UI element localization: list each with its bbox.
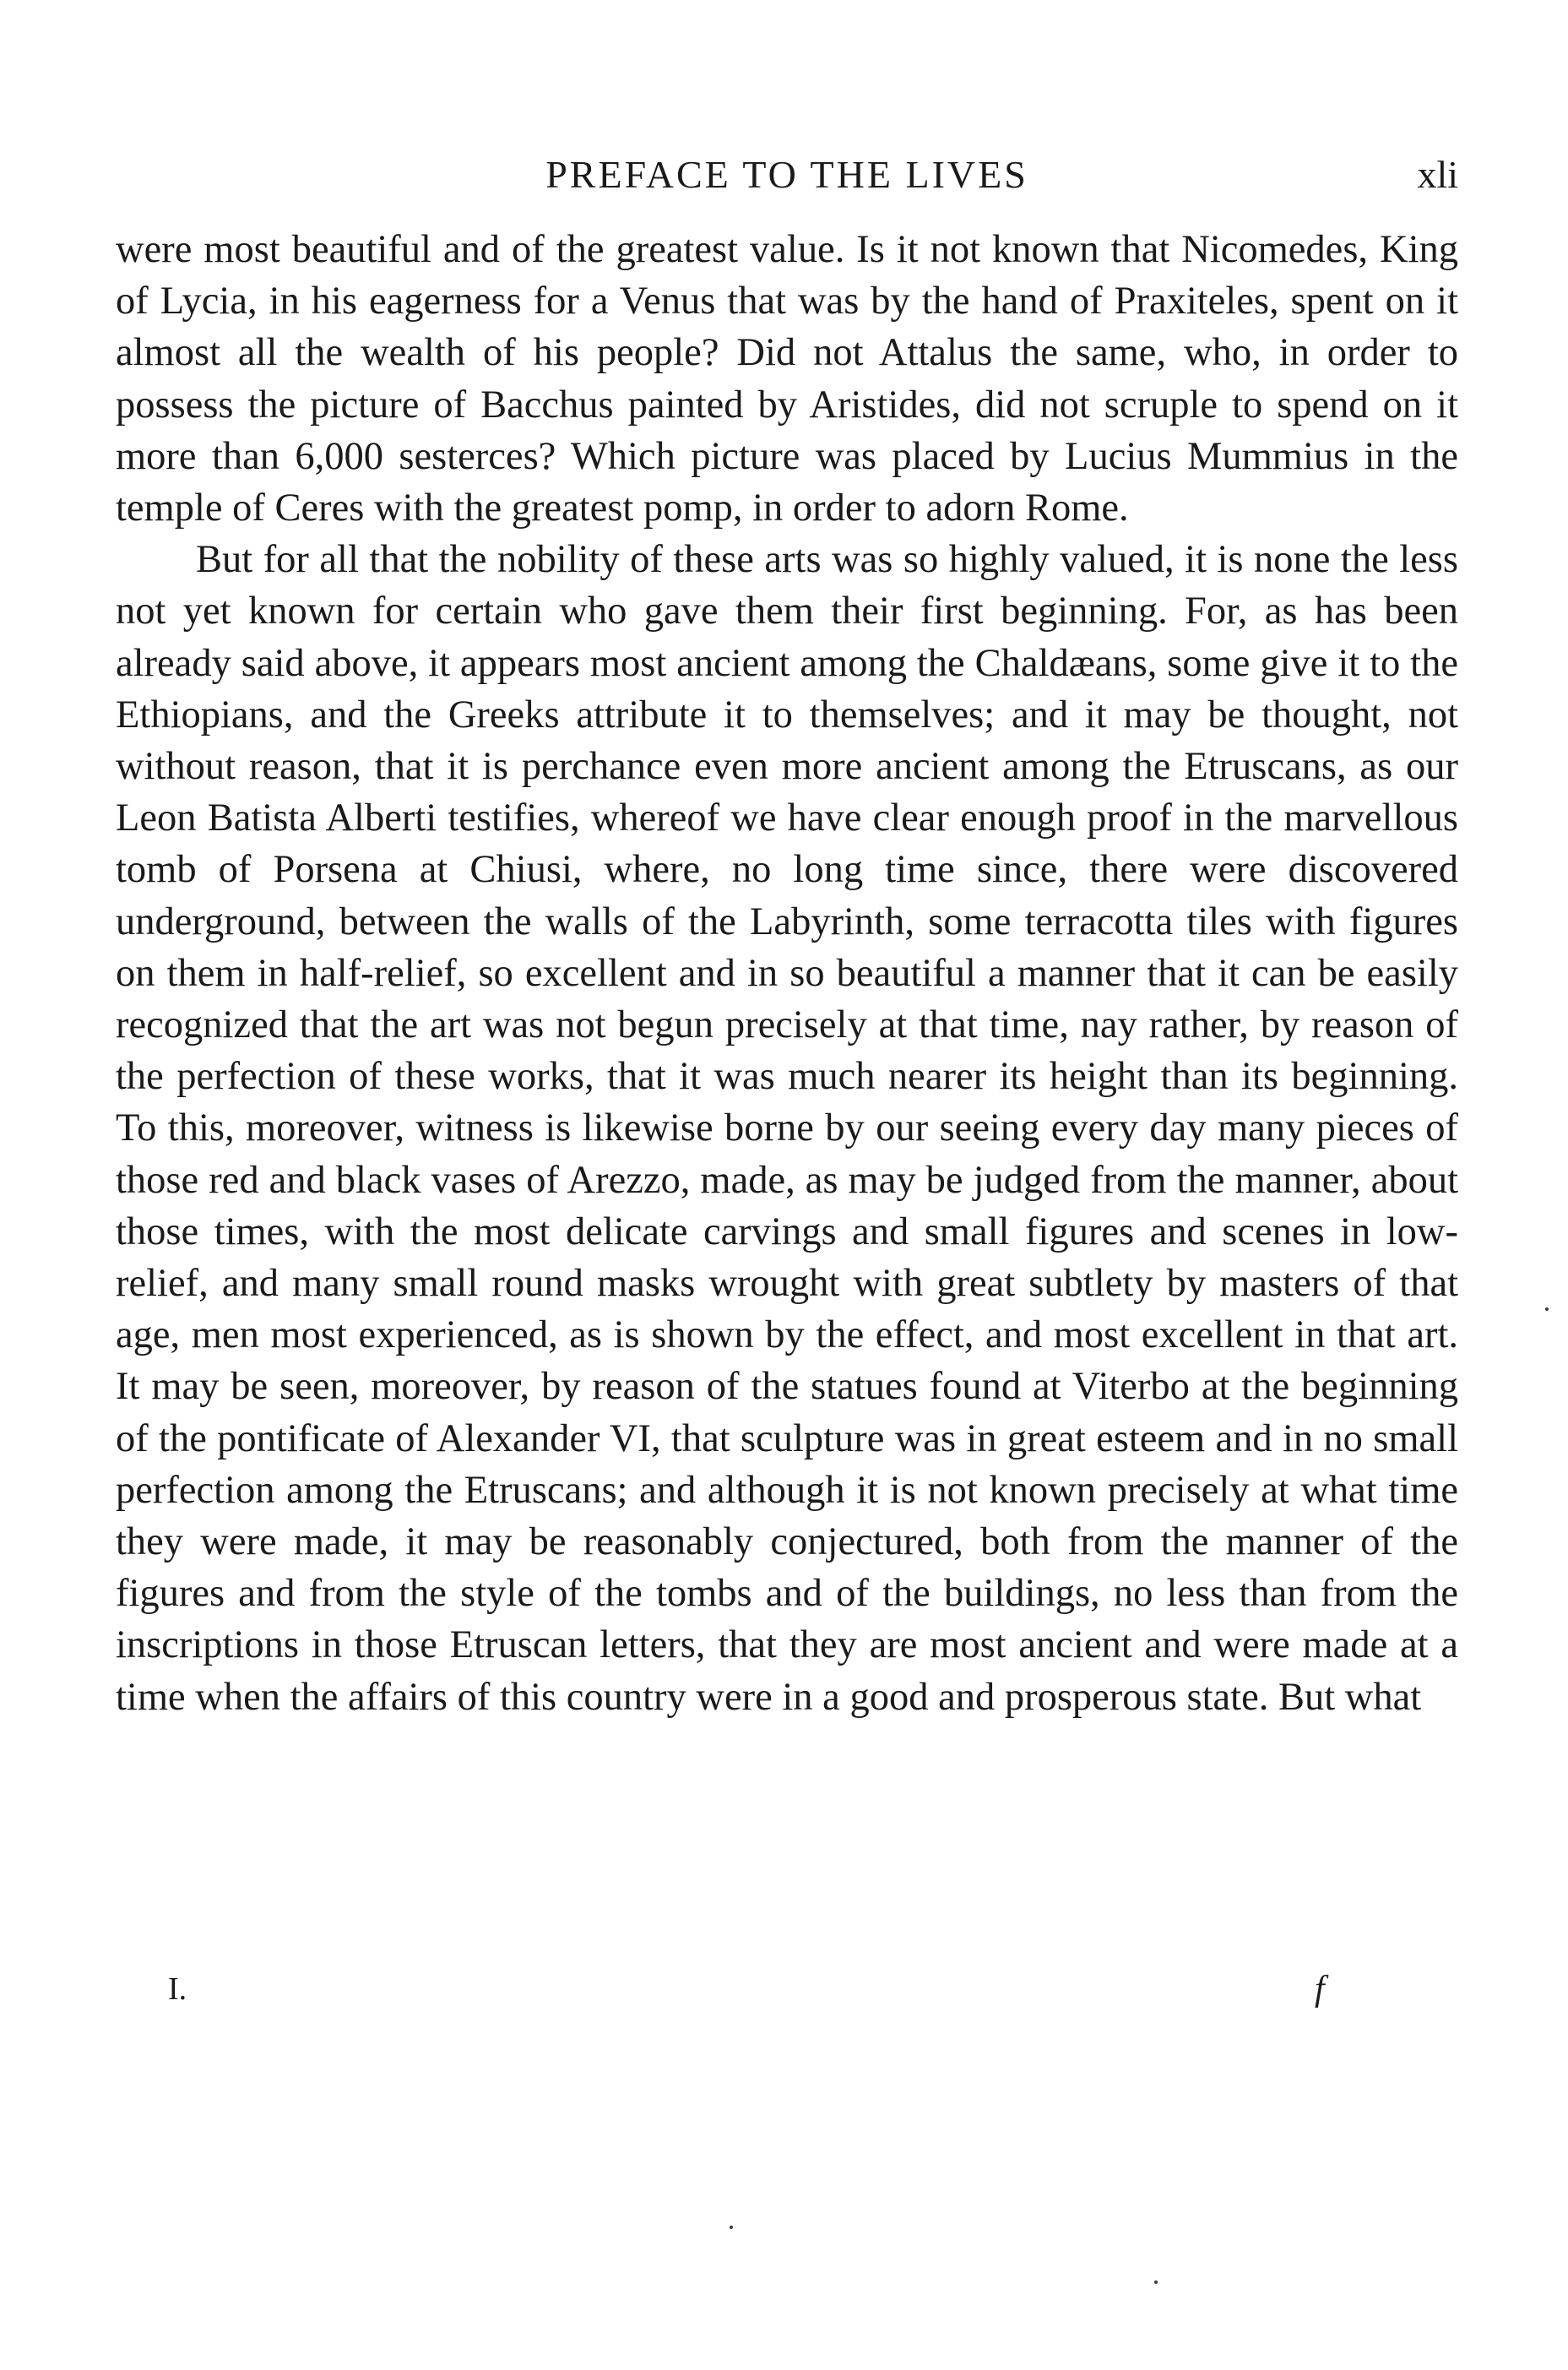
paragraph-continued: were most beautiful and of the greatest value. Is it not known that Nicomedes, King of Lycia, in his eagerness for a Venus that was by the hand of Praxiteles, spent on it almost all the wealth of his people? Did not Attalus the same, who, in order to possess the picture of Bacchus painted by Aristides, did not scruple to spend on it more than 6,000 sesterces? Which picture was placed by Lucius Mummius in the temple of Ceres with the greatest pomp, in order to adorn Rome. [116, 228, 1458, 530]
signature-mark: f [1315, 1970, 1325, 2009]
scan-speck [1154, 2280, 1158, 2284]
body-text [116, 224, 1458, 1723]
running-title: PREFACE TO THE LIVES [545, 153, 1028, 196]
scan-speck [1545, 1307, 1549, 1311]
signature-line [116, 1964, 1458, 2014]
scan-speck [730, 2226, 733, 2229]
page-number: xli [1417, 153, 1458, 196]
volume-mark: I. [168, 1971, 187, 2007]
running-head [116, 145, 1458, 204]
paragraph-origins-of-art: But for all that the nobility of these arts was so highly valued, it is none the less not yet known for certain who gave them their first beginning. For, as has been already said above, it appears most ancient among the Chaldæans, some give it to the Ethiopians, and the Greeks attribute it to themselves; and it may be thought, not without reason, that it is perchance even more ancient among the Etruscans, as our Leon Batista Alberti testifies, whereof we have clear enough proof in the marvellous tomb of Porsena at Chiusi, where, no long time since, there were discovered underground, between the walls of the Labyrinth, some terracotta tiles with figures on them in half-relief, so excellent and in so beautiful a manner that it can be easily recognized that the art was not begun precisely at that time, nay rather, by reason of the perfection of these works, that it was much nearer its height than its beginning. To this, moreover, witness is likewise borne by our seeing every day many pieces of those red and black vases of Arezzo, made, as may be judged from the manner, about those times, with the most delicate carvings and small figures and scenes in low-relief, and many small round masks wrought with great subtlety by masters of that age, men most experienced, as is shown by the effect, and most excellent in that art. It may be seen, moreover, by reason of the statues found at Viterbo at the beginning of the pontificate of Alexander VI, that sculpture was in great esteem and in no small perfection among the Etruscans; and although it is not known precisely at what time they were made, it may be reasonably conjectured, both from the manner of the figures and from the style of the tombs and of the buildings, no less than from the inscriptions in those Etruscan letters, that they are most ancient and were made at a time when the affairs of this country were in a good and prosperous state. But what [116, 538, 1458, 1719]
